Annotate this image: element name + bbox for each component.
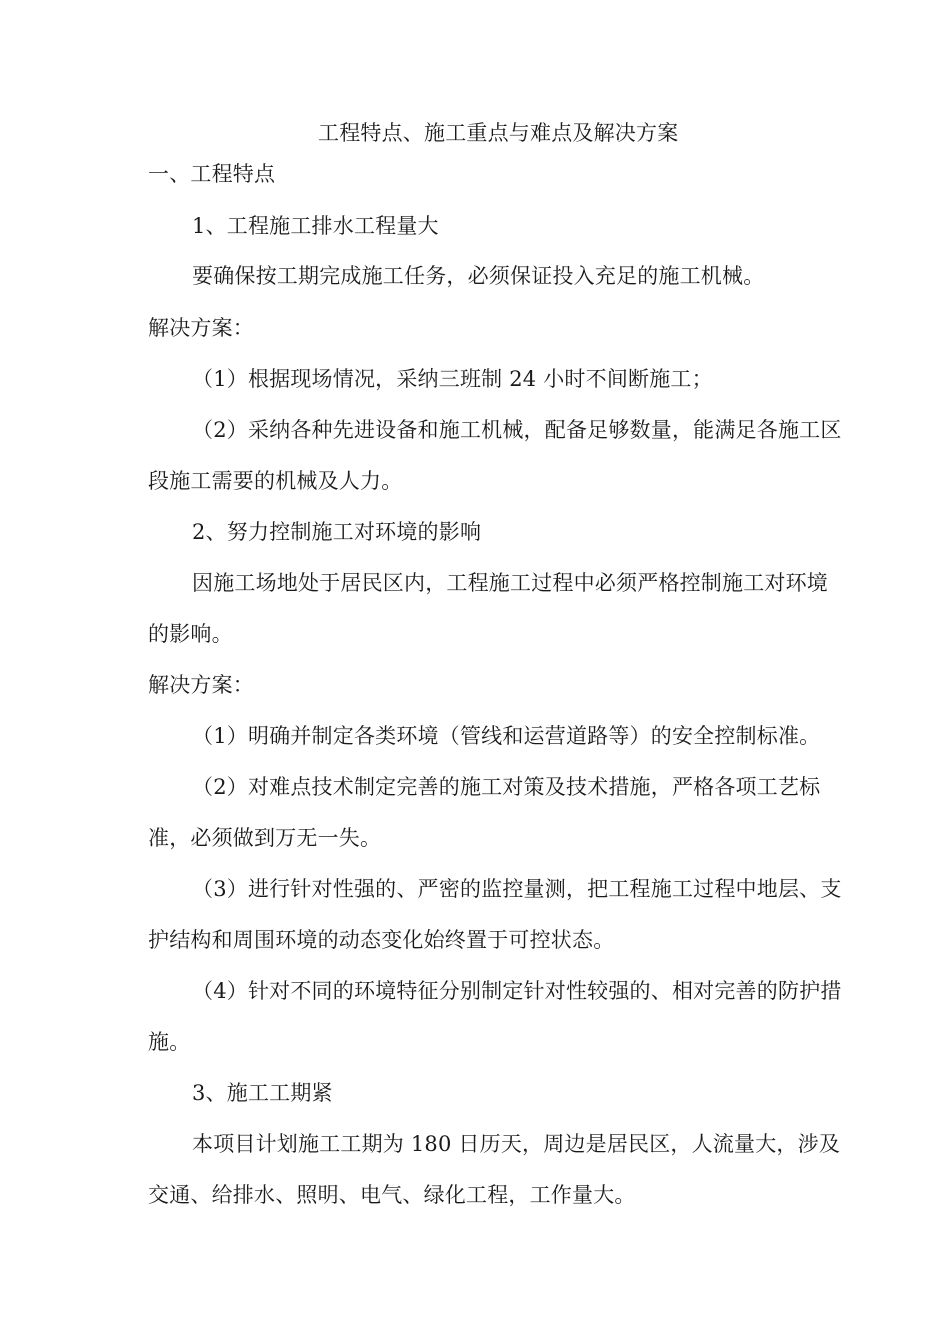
solution-label: 解决方案：: [148, 316, 254, 340]
subheading-schedule: 3、施工工期紧: [192, 1081, 333, 1105]
section-heading-engineering-features: 一、工程特点: [148, 162, 276, 186]
subheading-drainage: 1、工程施工排水工程量大: [192, 214, 439, 238]
list-item-continuation: 护结构和周围环境的动态变化始终置于可控状态。: [148, 928, 615, 952]
document-title: 工程特点、施工重点与难点及解决方案: [318, 121, 679, 145]
list-item: （1）根据现场情况，采纳三班制 24 小时不间断施工；: [192, 367, 713, 391]
list-item: （3）进行针对性强的、严密的监控量测，把工程施工过程中地层、支: [192, 877, 842, 901]
list-item-continuation: 段施工需要的机械及人力。: [148, 469, 403, 493]
subheading-environment: 2、努力控制施工对环境的影响: [192, 520, 482, 544]
list-item-continuation: 施。: [148, 1030, 191, 1054]
list-item-continuation: 准，必须做到万无一失。: [148, 826, 382, 850]
paragraph-continuation: 交通、给排水、照明、电气、绿化工程，工作量大。: [148, 1183, 636, 1207]
solution-label: 解决方案：: [148, 673, 254, 697]
list-item: （2）对难点技术制定完善的施工对策及技术措施，严格各项工艺标: [192, 775, 821, 799]
paragraph-line: 要确保按工期完成施工任务，必须保证投入充足的施工机械。: [192, 264, 765, 288]
paragraph-continuation: 的影响。: [148, 622, 233, 646]
list-item: （1）明确并制定各类环境（管线和运营道路等）的安全控制标准。: [192, 724, 821, 748]
paragraph-line: 因施工场地处于居民区内，工程施工过程中必须严格控制施工对环境: [192, 571, 828, 595]
paragraph-line: 本项目计划施工工期为 180 日历天，周边是居民区，人流量大，涉及: [192, 1132, 841, 1156]
list-item: （2）采纳各种先进设备和施工机械，配备足够数量，能满足各施工区: [192, 418, 842, 442]
list-item: （4）针对不同的环境特征分别制定针对性较强的、相对完善的防护措: [192, 979, 842, 1003]
